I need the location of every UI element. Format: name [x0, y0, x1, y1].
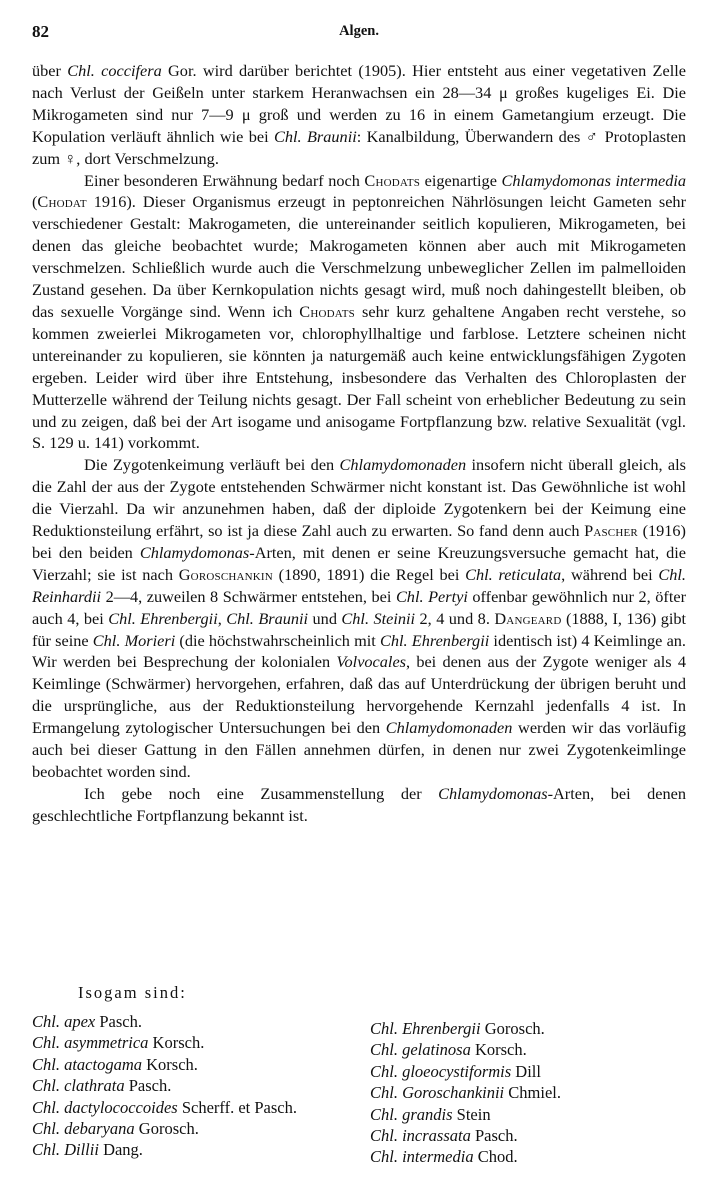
paragraph: Einer besonderen Erwähnung bedarf noch Chodats eigenartige Chlamydomonas intermedia (Chodat 1916). Dieser Organismus erzeugt in peptonreichen Nährlösungen leicht Gameten sehr verschiedener Gestalt: Makrogameten, die untereinander seitlich kopulieren, Mikrogameten, bei denen das gleiche beobachtet wurde; Makrogameten können aber auch mit Mikrogameten verschmelzen. Schließlich wurde auch die Verschmelzung unbeweglicher Zellen im palmelloiden Zustand gesehen. Da über Kernkopulation nichts gesagt wird, muß noch dahingestellt bleiben, ob das sexuelle Vorgänge sind. Wenn ich Chodats sehr kurz gehaltene Angaben recht verstehe, so kommen zweierlei Mikrogameten vor, chlorophyllhaltige und farblose. Letztere scheinen nicht untereinander zu kopulieren, sie könnten ja naturgemäß auch keine entwicklungsfähigen Zygoten ergeben. Leider wird über ihre Entstehung, insbesondere das Verhalten des Chloroplasten der Mutterzelle während der Teilung nichts gesagt. Der Fall scheint von erheblicher Bedeutung zu sein und zu zeigen, daß bei der Art isogame und anisogame Fortpflanzung bzw. relative Sexualität (vgl. S. 129 u. 141) vorkommt.	[32, 170, 686, 453]
species-entry: Chl. Goroschankinii Chmiel.	[370, 1083, 561, 1103]
species-entry: Chl. clathrata Pasch.	[32, 1076, 172, 1096]
species-entry: Chl. intermedia Chod.	[370, 1147, 518, 1167]
species-entry: Chl. Ehrenbergii Gorosch.	[370, 1019, 545, 1038]
page-number: 82	[32, 22, 49, 41]
species-list-left	[32, 1011, 297, 1161]
species-entry: Chl. incrassata Pasch.	[370, 1126, 518, 1146]
species-entry: Chl. apex Pasch.	[32, 1012, 142, 1031]
paragraph: Ich gebe noch eine Zusammenstellung der Chlamydomonas-Arten, bei denen geschlechtliche Fortpflanzung bekannt ist.	[32, 783, 686, 825]
paragraph: über Chl. coccifera Gor. wird darüber berichtet (1905). Hier entsteht aus einer vegetativen Zelle nach Verlust der Geißeln unter starkem Heranwachsen ein 28—34 μ großes kugeliges Ei. Die Mikrogameten sind nur 7—9 μ groß und werden zu 16 in einem Gametangium erzeugt. Die Kopulation verläuft ähnlich wie bei Chl. Braunii: Kanalbildung, Überwandern des ♂ Protoplasten zum ♀, dort Verschmelzung.	[32, 61, 686, 168]
page-header	[32, 22, 686, 42]
species-entry: Chl. gelatinosa Korsch.	[370, 1040, 527, 1060]
species-entry: Chl. Dillii Dang.	[32, 1140, 143, 1160]
species-entry: Chl. dactylococcoides Scherff. et Pasch.	[32, 1097, 298, 1117]
species-entry: Chl. gloeocystiformis Dill	[370, 1061, 541, 1081]
species-entry: Chl. asymmetrica Korsch.	[32, 1033, 205, 1053]
species-entry: Chl. debaryana Gorosch.	[32, 1119, 199, 1139]
species-entry: Chl. atactogama Korsch.	[32, 1054, 198, 1074]
species-entry: Chl. grandis Stein	[370, 1104, 491, 1124]
paragraph: Die Zygotenkeimung verläuft bei den Chlamydomonaden insofern nicht überall gleich, als die Zahl der aus der Zygote entstehenden Schwärmer nicht konstant ist. Das Gewöhnliche ist wohl die Vierzahl. Da wir anzunehmen haben, daß der diploide Zygotenkern bei der Keimung eine Reduktionsteilung erfährt, so ist ja diese Zahl auch zu erwarten. So fand denn auch Pascher (1916) bei den beiden Chlamydomonas-Arten, mit denen er seine Kreuzungsversuche gemacht hat, die Vierzahl; sie ist nach Goroschankin (1890, 1891) die Regel bei Chl. reticulata, während bei Chl. Reinhardii 2—4, zuweilen 8 Schwärmer entstehen, bei Chl. Pertyi offenbar gewöhnlich nur 2, öfter auch 4, bei Chl. Ehrenbergii, Chl. Braunii und Chl. Steinii 2, 4 und 8. Dangeard (1888, I, 136) gibt für seine Chl. Morieri (die höchstwahrscheinlich mit Chl. Ehrenbergii identisch ist) 4 Keimlinge an. Wir werden bei Besprechung der kolonialen Volvocales, bei denen aus der Zygote weniger als 4 Keimlinge (Schwärmer) hervorgehen, erfahren, daß das auf Unterdrückung der übrigen beruht und die ursprüngliche, aus der Reduktionsteilung hervorgehende Kernzahl jedenfalls 4 ist. In Ermangelung zytologischer Untersuchungen bei den Chlamydomonaden werden wir das vorläufig auch bei dieser Gattung in den Fällen annehmen dürfen, in denen nur zwei Zygotenkeimlinge beobachtet worden sind.	[32, 455, 687, 781]
species-list-right	[370, 1018, 561, 1168]
isogam-heading: Isogam sind:	[78, 983, 187, 1002]
body-text	[32, 60, 686, 827]
running-title: Algen.	[339, 23, 379, 39]
